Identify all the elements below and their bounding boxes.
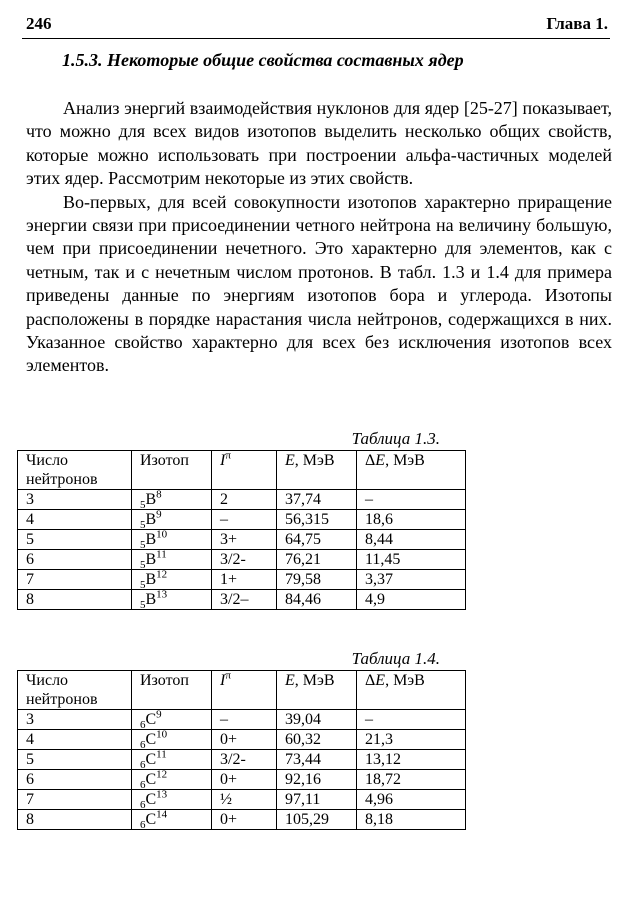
cell-neutrons: 3 — [18, 490, 132, 510]
cell-neutrons: 6 — [18, 550, 132, 570]
cell-delta: 3,37 — [357, 570, 466, 590]
header-neutrons: Число нейтронов — [18, 671, 132, 710]
isotope-z: 6 — [140, 779, 146, 792]
isotope-a: 11 — [156, 748, 167, 761]
cell-energy: 39,04 — [277, 710, 357, 730]
cell-isotope: $_6C^{13}$ — [132, 790, 212, 810]
cell-energy: 60,32 — [277, 730, 357, 750]
cell-spin: 0+ — [212, 770, 277, 790]
isotope-z: 5 — [140, 599, 146, 612]
cell-delta: 13,12 — [357, 750, 466, 770]
isotope-z: 6 — [140, 819, 146, 832]
cell-energy: 79,58 — [277, 570, 357, 590]
cell-isotope: $_6C^{14}$ — [132, 810, 212, 830]
header-isotope: Изотоп — [132, 671, 212, 710]
chapter-title: Глава 1. — [546, 14, 608, 33]
cell-spin: – — [212, 710, 277, 730]
cell-neutrons: 7 — [18, 570, 132, 590]
table-row — [18, 530, 466, 550]
isotope-a: 12 — [156, 568, 168, 581]
section-title: 1.5.3. Некоторые общие свойства составных ядер — [62, 50, 464, 70]
spin-symbol: I — [220, 672, 226, 689]
isotope-a: 9 — [156, 708, 162, 721]
isotope-a: 12 — [156, 768, 168, 781]
cell-energy: 64,75 — [277, 530, 357, 550]
table-row — [18, 790, 466, 810]
table-row — [18, 510, 466, 530]
cell-energy: 92,16 — [277, 770, 357, 790]
delta-symbol: E — [375, 452, 386, 469]
cell-neutrons: 5 — [18, 530, 132, 550]
energy-symbol: E — [285, 672, 295, 689]
paragraph-1: Анализ энергий взаимодействия нуклонов для ядер [25-27] показывает, что можно для всех видов изотопов выделить несколько общих свойств, которые можно использовать при построении альфа-частичных моделей этих ядер. Рассмотрим некоторые из этих свойств. — [26, 98, 612, 189]
cell-delta: 18,72 — [357, 770, 466, 790]
cell-delta: 4,96 — [357, 790, 466, 810]
table-row — [18, 810, 466, 830]
isotope-a: 13 — [156, 588, 168, 601]
spin-symbol: I — [220, 452, 226, 469]
cell-isotope: $_6C^{10}$ — [132, 730, 212, 750]
table-1-4-caption: Таблица 1.4. — [351, 649, 440, 668]
table-row — [18, 750, 466, 770]
cell-energy: 97,11 — [277, 790, 357, 810]
table-1-3 — [17, 450, 466, 610]
header-spin — [212, 671, 277, 710]
spin-parity: π — [225, 669, 231, 682]
cell-delta: 8,44 — [357, 530, 466, 550]
cell-isotope: $_6C^{12}$ — [132, 770, 212, 790]
isotope-a: 14 — [156, 808, 168, 821]
cell-neutrons: 7 — [18, 790, 132, 810]
table-row — [18, 770, 466, 790]
isotope-a: 11 — [156, 548, 167, 561]
cell-isotope: $_6C^9$ — [132, 710, 212, 730]
energy-symbol: E — [285, 452, 295, 469]
isotope-z: 6 — [140, 759, 146, 772]
cell-energy: 37,74 — [277, 490, 357, 510]
cell-spin: 1+ — [212, 570, 277, 590]
header-neutrons: Число нейтронов — [18, 451, 132, 490]
cell-spin: 3/2- — [212, 750, 277, 770]
isotope-z: 6 — [140, 799, 146, 812]
table-row — [18, 550, 466, 570]
cell-neutrons: 8 — [18, 810, 132, 830]
cell-spin: 0+ — [212, 810, 277, 830]
isotope-z: 6 — [140, 739, 146, 752]
cell-isotope: $_5B^{13}$ — [132, 590, 212, 610]
cell-neutrons: 3 — [18, 710, 132, 730]
cell-neutrons: 6 — [18, 770, 132, 790]
cell-neutrons: 4 — [18, 510, 132, 530]
cell-delta: – — [357, 490, 466, 510]
isotope-z: 6 — [140, 719, 146, 732]
cell-energy: 76,21 — [277, 550, 357, 570]
cell-neutrons: 5 — [18, 750, 132, 770]
cell-energy: 105,29 — [277, 810, 357, 830]
cell-spin: – — [212, 510, 277, 530]
cell-spin: 3/2- — [212, 550, 277, 570]
cell-isotope: $_6C^{11}$ — [132, 750, 212, 770]
cell-neutrons: 4 — [18, 730, 132, 750]
cell-isotope: $_5B^{12}$ — [132, 570, 212, 590]
isotope-z: 5 — [140, 579, 146, 592]
isotope-z: 5 — [140, 559, 146, 572]
cell-isotope: $_5B^9$ — [132, 510, 212, 530]
table-row — [18, 490, 466, 510]
cell-spin: ½ — [212, 790, 277, 810]
paragraph-2: Во-первых, для всей совокупности изотопов характерно приращение энергии связи при присоединении четного нейтрона на величину большую, чем при присоединении нечетного. Это характерно для элементов, как с четным, так и с нечетным числом протонов. В табл. 1.3 и 1.4 для примера приведены данные по энергиям изотопов бора и углерода. Изотопы расположены в порядке нарастания числа нейтронов, содержащихся в них. Указанное свойство характерно для всех без исключения изотопов всех элементов. — [26, 191, 612, 376]
header-delta: ΔE, МэВ — [357, 671, 466, 710]
table-row — [18, 730, 466, 750]
table-row — [18, 590, 466, 610]
cell-isotope: $_5B^8$ — [132, 490, 212, 510]
cell-spin: 3/2– — [212, 590, 277, 610]
page-header — [22, 10, 610, 39]
header-delta: ΔE, МэВ — [357, 451, 466, 490]
cell-delta: 11,45 — [357, 550, 466, 570]
table-row — [18, 570, 466, 590]
cell-delta: 18,6 — [357, 510, 466, 530]
cell-delta: 4,9 — [357, 590, 466, 610]
body-text — [26, 97, 612, 378]
header-isotope: Изотоп — [132, 451, 212, 490]
isotope-a: 13 — [156, 788, 168, 801]
header-row — [18, 671, 466, 710]
header-row — [18, 451, 466, 490]
isotope-a: 9 — [156, 508, 162, 521]
page-number: 246 — [26, 14, 52, 33]
cell-spin: 2 — [212, 490, 277, 510]
table-1-4 — [17, 670, 466, 830]
header-energy: E, МэВ — [277, 671, 357, 710]
isotope-z: 5 — [140, 539, 146, 552]
delta-symbol: E — [375, 672, 386, 689]
cell-delta: – — [357, 710, 466, 730]
spin-parity: π — [225, 449, 231, 462]
cell-energy: 56,315 — [277, 510, 357, 530]
table-1-3-caption: Таблица 1.3. — [351, 429, 440, 448]
cell-energy: 84,46 — [277, 590, 357, 610]
isotope-z: 5 — [140, 519, 146, 532]
cell-delta: 21,3 — [357, 730, 466, 750]
cell-delta: 8,18 — [357, 810, 466, 830]
cell-spin: 0+ — [212, 730, 277, 750]
cell-energy: 73,44 — [277, 750, 357, 770]
isotope-a: 10 — [156, 728, 168, 741]
cell-isotope: $_5B^{10}$ — [132, 530, 212, 550]
isotope-a: 8 — [156, 488, 162, 501]
table-row — [18, 710, 466, 730]
isotope-z: 5 — [140, 499, 146, 512]
cell-neutrons: 8 — [18, 590, 132, 610]
isotope-a: 10 — [156, 528, 168, 541]
cell-isotope: $_5B^{11}$ — [132, 550, 212, 570]
header-energy: E, МэВ — [277, 451, 357, 490]
header-spin — [212, 451, 277, 490]
cell-spin: 3+ — [212, 530, 277, 550]
